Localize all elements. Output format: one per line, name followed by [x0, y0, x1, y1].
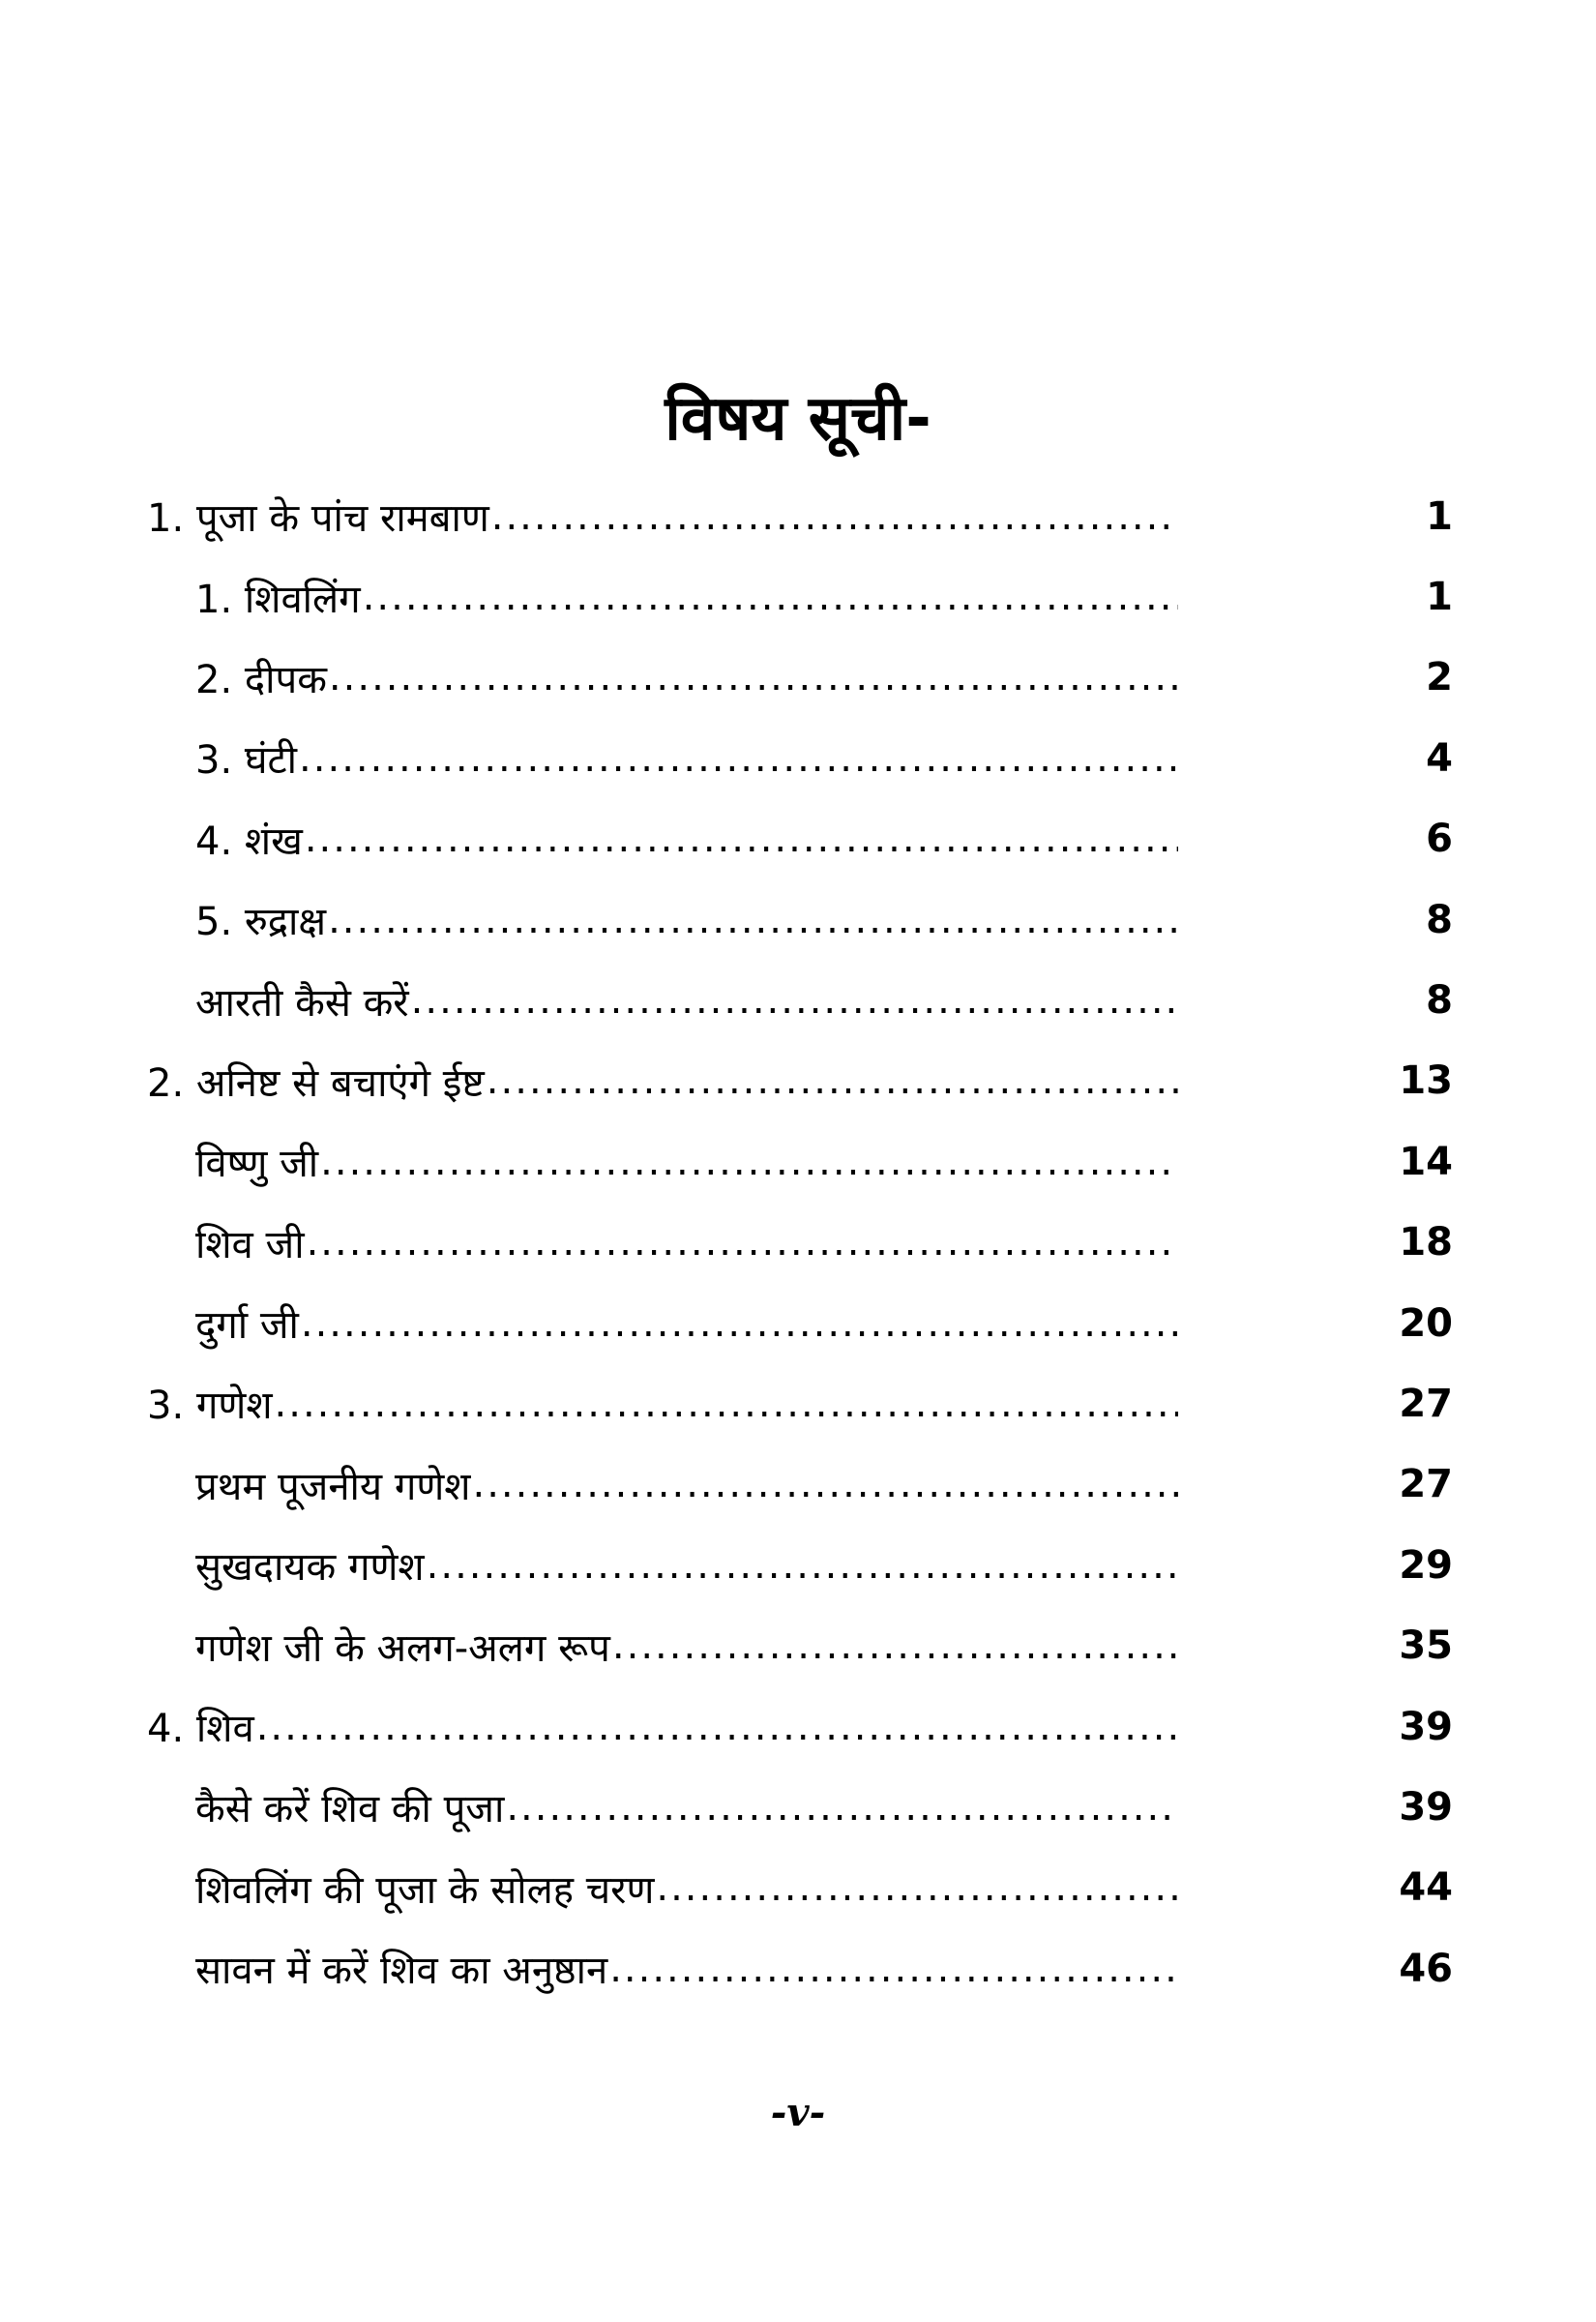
dot-leader	[305, 1220, 1178, 1265]
page-number-footer: -v-	[770, 2090, 826, 2135]
dot-leader	[470, 1462, 1178, 1506]
toc-entry-title-wrap	[195, 556, 1178, 637]
toc-entry-title: शिवलिंग की पूजा के सोलह चरण	[195, 1867, 655, 1913]
toc-entry	[147, 1767, 1453, 1847]
toc-entry	[147, 1121, 1453, 1202]
toc-entry-title: 2. अनिष्ट से बचाएंगे ईष्ट	[147, 1060, 485, 1106]
toc-entry-title: 3. घंटी	[195, 738, 298, 784]
toc-entry-title-wrap	[195, 1121, 1178, 1202]
toc-entry	[147, 960, 1453, 1040]
toc-entry-title-wrap	[195, 1444, 1178, 1525]
dot-leader	[327, 655, 1178, 700]
toc-entry	[147, 1848, 1453, 1928]
dot-leader	[273, 1382, 1178, 1426]
toc-entry	[147, 1283, 1453, 1363]
toc-entry-title: 4. शिव	[147, 1707, 254, 1752]
toc-entry	[147, 556, 1453, 637]
toc-entry-page-number: 39	[1399, 1784, 1453, 1830]
toc-entry	[147, 476, 1453, 556]
toc-entry-page-number: 14	[1399, 1139, 1453, 1184]
toc-entry-page-number: 39	[1399, 1704, 1453, 1749]
toc-entry-title-wrap	[195, 879, 1178, 960]
toc-entry-title: 4. शंख	[195, 819, 303, 864]
toc-entry	[147, 718, 1453, 798]
toc-entry-title-wrap	[195, 718, 1178, 798]
toc-entry-title: आरती कैसे करें	[195, 980, 409, 1026]
toc-entry	[147, 1928, 1453, 2009]
toc-entry-page-number: 35	[1399, 1623, 1453, 1669]
toc-entry-page-number: 6	[1426, 817, 1453, 862]
dot-leader	[297, 736, 1178, 781]
dot-leader	[610, 1623, 1178, 1668]
toc-entry-title: 1. पूजा के पांच रामबाण	[147, 496, 489, 542]
toc-entry-page-number: 1	[1426, 575, 1453, 620]
dot-leader	[504, 1785, 1178, 1830]
toc-entry	[147, 879, 1453, 960]
table-of-contents	[147, 476, 1453, 2009]
dot-leader	[654, 1865, 1178, 1910]
toc-entry	[147, 1525, 1453, 1605]
toc-entry-title: 1. शिवलिंग	[195, 577, 361, 622]
toc-entry	[147, 1605, 1453, 1685]
toc-entry-page-number: 20	[1399, 1300, 1453, 1346]
toc-entry-title-wrap	[195, 1767, 1178, 1847]
toc-entry-page-number: 18	[1399, 1220, 1453, 1265]
toc-entry-title: दुर्गा जी	[195, 1303, 299, 1349]
toc-entry	[147, 1686, 1453, 1767]
dot-leader	[303, 817, 1178, 861]
dot-leader	[489, 494, 1178, 539]
toc-entry	[147, 1041, 1453, 1121]
dot-leader	[299, 1301, 1178, 1346]
dot-leader	[361, 575, 1178, 619]
toc-entry-page-number: 27	[1399, 1381, 1453, 1426]
toc-entry-page-number: 1	[1426, 493, 1453, 539]
toc-entry-page-number: 2	[1426, 655, 1453, 700]
toc-entry-title: सावन में करें शिव का अनुष्ठान	[195, 1949, 608, 1994]
toc-entry	[147, 1444, 1453, 1525]
toc-entry-title: कैसे करें शिव की पूजा	[195, 1787, 505, 1832]
toc-entry	[147, 1363, 1453, 1444]
toc-entry-title: 2. दीपक	[195, 657, 327, 702]
toc-entry-page-number: 4	[1426, 735, 1453, 781]
toc-entry-title-wrap	[195, 638, 1178, 718]
toc-entry-title-wrap	[195, 960, 1178, 1040]
dot-leader	[607, 1947, 1178, 1991]
toc-entry-title: शिव जी	[195, 1222, 305, 1267]
dot-leader	[485, 1058, 1178, 1103]
toc-entry-title-wrap	[195, 1203, 1178, 1283]
toc-entry	[147, 1203, 1453, 1283]
toc-entry-title-wrap	[195, 1283, 1178, 1363]
toc-entry-page-number: 13	[1399, 1058, 1453, 1104]
toc-entry-page-number: 8	[1426, 897, 1453, 942]
toc-entry-title: सुखदायक गणेश	[195, 1545, 425, 1591]
toc-entry-title-wrap	[195, 1525, 1178, 1605]
toc-entry-title-wrap	[195, 1605, 1178, 1685]
toc-entry-title-wrap	[147, 476, 1178, 556]
toc-entry-title-wrap	[195, 1848, 1178, 1928]
dot-leader	[326, 898, 1178, 942]
toc-entry-page-number: 8	[1426, 978, 1453, 1024]
toc-entry-title: गणेश जी के अलग-अलग रूप	[195, 1625, 610, 1671]
toc-entry-page-number: 46	[1399, 1946, 1453, 1991]
toc-entry-title-wrap	[195, 799, 1178, 879]
toc-entry-title-wrap	[147, 1041, 1178, 1121]
toc-entry-page-number: 44	[1399, 1865, 1453, 1911]
dot-leader	[425, 1543, 1178, 1588]
dot-leader	[254, 1705, 1178, 1749]
toc-entry-title-wrap	[147, 1686, 1178, 1767]
toc-entry-title: विष्णु जी	[195, 1142, 319, 1187]
toc-entry-title: 3. गणेश	[147, 1384, 273, 1429]
toc-entry	[147, 638, 1453, 718]
page-title: विषय सूची-	[665, 383, 931, 455]
toc-entry-page-number: 27	[1399, 1462, 1453, 1507]
toc-entry-page-number: 29	[1399, 1542, 1453, 1588]
dot-leader	[409, 978, 1178, 1023]
dot-leader	[318, 1140, 1178, 1184]
toc-entry-title: प्रथम पूजनीय गणेश	[195, 1464, 471, 1509]
toc-entry	[147, 799, 1453, 879]
toc-entry-title-wrap	[147, 1363, 1178, 1444]
toc-entry-title-wrap	[195, 1928, 1178, 2009]
toc-entry-title: 5. रुद्राक्ष	[195, 900, 327, 945]
